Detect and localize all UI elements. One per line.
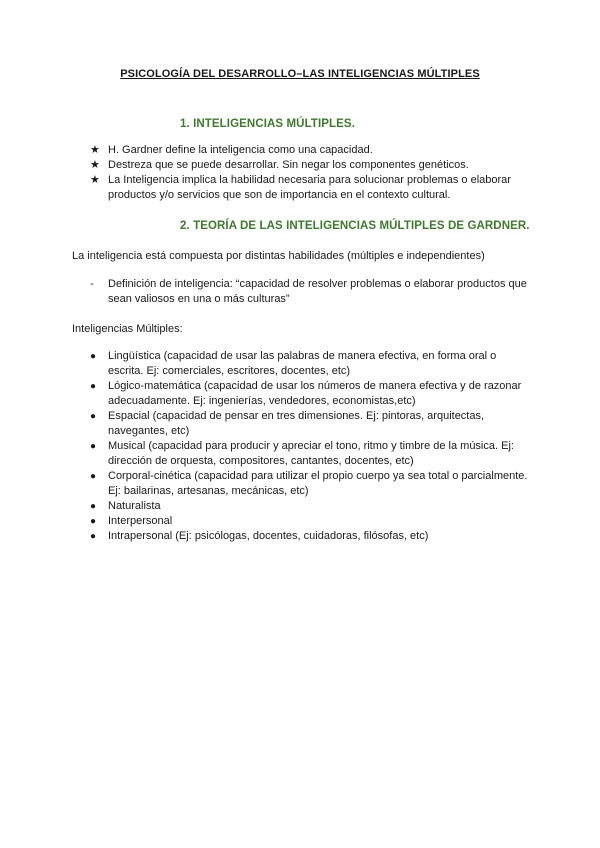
intelligences-list (90, 349, 530, 544)
list-item-text: Naturalista (108, 500, 161, 512)
list-item (90, 409, 530, 439)
list-item (90, 514, 530, 529)
list-item (90, 439, 530, 469)
bullet-icon: ● (90, 411, 97, 422)
list-item-text: Corporal-cinética (capacidad para utilizar el propio cuerpo ya sea total o parcialmente. Ej: bailarinas, artesanas, mecánicas, etc) (108, 470, 528, 497)
list-item-text: Lingüística (capacidad de usar las palabras de manera efectiva, en forma oral o escrita. Ej: comerciales, escritores, docentes, etc) (108, 350, 497, 377)
list-item (90, 173, 530, 203)
bullet-icon: ● (90, 531, 97, 542)
list-item (90, 379, 530, 409)
intelligences-label: Inteligencias Múltiples: (72, 323, 183, 335)
list-item (90, 469, 530, 499)
definition-item (90, 277, 538, 307)
list-item (90, 143, 530, 158)
bullet-icon: ● (90, 441, 97, 452)
list-item (90, 158, 530, 173)
definition-text: Definición de inteligencia: “capacidad de resolver problemas o elaborar productos que sean valiosos en una o más culturas” (108, 278, 527, 305)
bullet-icon: ● (90, 351, 97, 362)
section-heading-2: 2. TEORÍA DE LAS INTELIGENCIAS MÚLTIPLES DE GARDNER. (180, 220, 530, 232)
star-icon: ★ (90, 144, 100, 156)
list-item-text: Interpersonal (108, 515, 173, 527)
dash-bullet-icon: - (90, 278, 94, 290)
list-item-text: Intrapersonal (Ej: psicólogas, docentes, cuidadoras, filósofas, etc) (108, 530, 429, 542)
star-icon: ★ (90, 159, 100, 171)
bullet-icon: ● (90, 516, 97, 527)
list-item-text: La Inteligencia implica la habilidad necesaria para solucionar problemas o elaborar productos y/o servicios que son de importancia en el contexto cultural. (108, 174, 511, 201)
star-icon: ★ (90, 174, 100, 186)
list-item (90, 349, 530, 379)
intro-paragraph: La inteligencia está compuesta por distintas habilidades (múltiples e independientes) (72, 250, 485, 262)
bullet-icon: ● (90, 381, 97, 392)
bullet-icon: ● (90, 501, 97, 512)
list-item (90, 529, 530, 544)
list-item (90, 499, 530, 514)
list-item-text: Espacial (capacidad de pensar en tres dimensiones. Ej: pintoras, arquitectas, navegantes, etc) (108, 410, 485, 437)
bullet-icon: ● (90, 471, 97, 482)
section-heading-1: 1. INTELIGENCIAS MÚLTIPLES. (180, 118, 355, 130)
star-list (90, 143, 530, 203)
list-item-text: Musical (capacidad para producir y apreciar el tono, ritmo y timbre de la música. Ej: dirección de orquesta, compositores, cantantes, docentes, etc) (108, 440, 514, 467)
page-title: PSICOLOGÍA DEL DESARROLLO–LAS INTELIGENCIAS MÚLTIPLES (120, 68, 480, 80)
list-item-text: H. Gardner define la inteligencia como una capacidad. (108, 144, 373, 156)
list-item-text: Lógico-matemática (capacidad de usar los números de manera efectiva y de razonar adecuadamente. Ej: ingenierías, vendedores, economistas,etc) (108, 380, 522, 407)
list-item-text: Destreza que se puede desarrollar. Sin negar los componentes genéticos. (108, 159, 469, 171)
